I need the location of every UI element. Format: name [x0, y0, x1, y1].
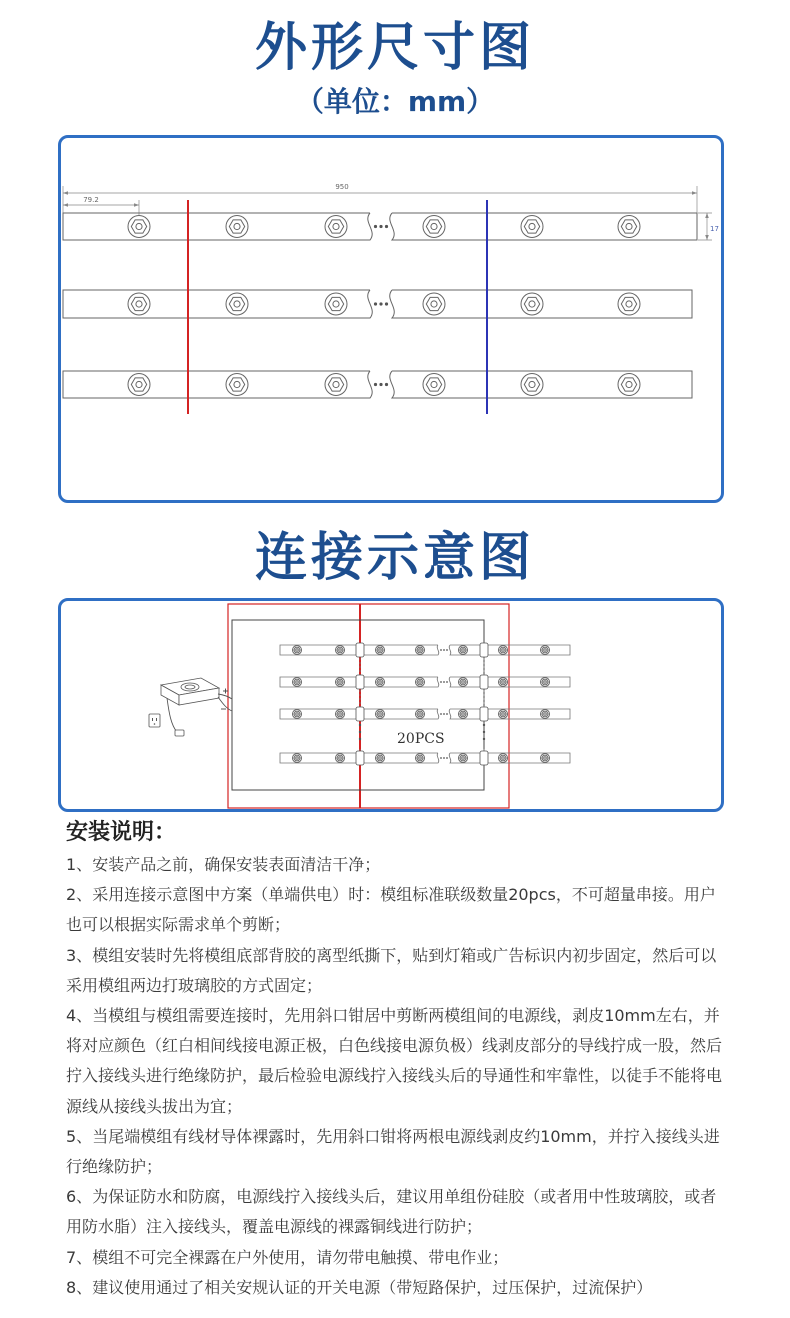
dimension-label-height: 17	[710, 225, 719, 233]
instruction-item	[66, 850, 722, 880]
led-module	[459, 710, 468, 719]
continuation-dot	[483, 738, 485, 740]
instruction-text: 建议使用通过了相关安规认证的开关电源（带短路保护，过压保护，过流保护）	[92, 1277, 653, 1297]
break-dot	[440, 757, 442, 759]
break-dot	[440, 713, 442, 715]
led-module	[293, 678, 302, 687]
connection-row-3	[280, 707, 570, 721]
instructions-list	[66, 850, 722, 1303]
led-module	[499, 710, 508, 719]
led-module	[423, 374, 445, 396]
break-dot	[379, 225, 382, 228]
led-module	[521, 216, 543, 238]
light-bar-outline	[63, 371, 692, 398]
led-module	[336, 710, 345, 719]
connector-node	[356, 643, 364, 657]
connector-node	[480, 643, 488, 657]
dimension-label-length: 950	[335, 183, 349, 191]
led-module	[226, 374, 248, 396]
instruction-item	[66, 1273, 722, 1303]
led-module	[293, 754, 302, 763]
led-module	[541, 646, 550, 655]
led-module	[336, 754, 345, 763]
led-module	[541, 678, 550, 687]
instruction-text: 当模组与模组需要连接时，先用斜口钳居中剪断两模组间的电源线，剥皮10mm左右，并将对应颜色（红白相间线接电源正极，白色线接电源负极）线剥皮部分的导线拧成一股，然后拧入接线头进行绝缘防护，最后检验电源线拧入接线头后的导通性和牢靠性，以徒手不能将电源线从接线头拔出为宜；	[66, 1006, 723, 1116]
continuation-dot	[483, 731, 485, 733]
led-module	[336, 646, 345, 655]
led-module	[226, 216, 248, 238]
instruction-number: 8、	[66, 1277, 93, 1297]
led-module	[293, 710, 302, 719]
break-dot	[440, 681, 442, 683]
wall-socket-ground	[154, 723, 156, 725]
instruction-text: 模组不可完全裸露在户外使用，请勿带电触摸、带电作业；	[92, 1247, 509, 1267]
red-boundary-frame	[228, 604, 509, 808]
wall-socket	[149, 714, 160, 727]
led-module	[376, 710, 385, 719]
instruction-number: 5、	[66, 1126, 93, 1146]
break-dot	[379, 302, 382, 305]
led-module	[128, 293, 150, 315]
break-dot	[385, 302, 388, 305]
led-module	[226, 293, 248, 315]
instruction-text: 采用连接示意图中方案（单端供电）时：模组标准联级数量20pcs，不可超量串接。用户也可以根据实际需求单个剪断；	[66, 885, 716, 935]
instruction-text: 为保证防水和防腐，电源线拧入接线头后，建议用单组份硅胶（或者用中性玻璃胶，或者用防水脂）注入接线头，覆盖电源线的裸露铜线进行防护；	[66, 1187, 717, 1237]
dimension-arrow	[705, 235, 709, 240]
led-module	[499, 646, 508, 655]
led-module	[459, 646, 468, 655]
led-module	[325, 216, 347, 238]
connector-node	[356, 751, 364, 765]
connector-node	[480, 707, 488, 721]
continuation-dot	[359, 738, 361, 740]
led-module	[423, 293, 445, 315]
instruction-number: 4、	[66, 1006, 93, 1026]
dimensions-unit: （单位：mm）	[295, 85, 495, 118]
dimensions-title: 外形尺寸图	[254, 18, 535, 78]
break-dot	[379, 383, 382, 386]
break-dot	[446, 713, 448, 715]
dimensions-drawing-panel	[58, 135, 724, 503]
power-supply-fan-hub	[185, 685, 195, 689]
instruction-text: 模组安装时先将模组底部背胶的离型纸撕下，贴到灯箱或广告标识内初步固定，然后可以采用模组两边打玻璃胶的方式固定；	[66, 945, 717, 995]
break-dot	[440, 649, 442, 651]
dimension-arrow	[705, 213, 709, 218]
break-dot	[443, 681, 445, 683]
connector-node	[356, 675, 364, 689]
connector-node	[480, 751, 488, 765]
light-bar-2	[63, 290, 692, 318]
led-module	[293, 646, 302, 655]
continuation-dot	[359, 724, 361, 726]
break-dot	[443, 713, 445, 715]
led-module	[618, 293, 640, 315]
instruction-number: 2、	[66, 885, 93, 905]
break-dot	[374, 225, 377, 228]
instruction-number: 7、	[66, 1247, 93, 1267]
break-dot	[443, 757, 445, 759]
instruction-number: 1、	[66, 855, 93, 874]
instruction-item	[66, 1182, 722, 1242]
connection-row-4	[280, 751, 570, 765]
led-module	[416, 710, 425, 719]
led-module	[423, 216, 445, 238]
led-module	[541, 710, 550, 719]
dimension-arrow	[134, 203, 139, 207]
output-wire-positive	[218, 694, 232, 699]
led-module	[618, 374, 640, 396]
led-module	[541, 754, 550, 763]
break-dot	[385, 225, 388, 228]
instruction-item	[66, 1001, 722, 1122]
led-module	[416, 646, 425, 655]
led-module	[499, 678, 508, 687]
connection-row-2	[280, 675, 570, 689]
led-module	[459, 678, 468, 687]
led-module	[336, 678, 345, 687]
continuation-dot	[359, 731, 361, 733]
led-module	[376, 754, 385, 763]
dimension-arrow	[63, 191, 68, 195]
instructions-header: 安装说明：	[66, 820, 177, 845]
led-module	[128, 216, 150, 238]
break-dot	[446, 681, 448, 683]
power-supply	[149, 678, 232, 736]
connection-title: 连接示意图	[254, 528, 535, 588]
led-module	[416, 678, 425, 687]
light-bar-1	[63, 213, 697, 240]
dimension-arrow	[692, 191, 697, 195]
instruction-item	[66, 941, 722, 1001]
led-module	[416, 754, 425, 763]
break-dot	[446, 757, 448, 759]
continuation-dot	[483, 724, 485, 726]
dimension-arrow	[63, 203, 68, 207]
light-bar-3	[63, 371, 692, 398]
led-module	[521, 293, 543, 315]
instruction-number: 3、	[66, 945, 93, 965]
instruction-item	[66, 880, 722, 940]
connection-drawing-panel	[58, 598, 724, 812]
break-dot	[374, 302, 377, 305]
led-module	[618, 216, 640, 238]
ac-plug	[175, 730, 184, 736]
led-module	[325, 293, 347, 315]
light-bar-outline	[63, 290, 692, 318]
dimension-label-offset: 79.2	[83, 196, 99, 204]
connection-count-label: 20PCS	[397, 731, 445, 747]
led-module	[128, 374, 150, 396]
break-dot	[446, 649, 448, 651]
led-module	[499, 754, 508, 763]
break-dot	[374, 383, 377, 386]
instruction-number: 6、	[66, 1187, 93, 1207]
led-module	[459, 754, 468, 763]
led-module	[325, 374, 347, 396]
connector-node	[480, 675, 488, 689]
break-dot	[443, 649, 445, 651]
instruction-text: 安装产品之前，确保安装表面清洁干净；	[92, 855, 381, 874]
break-dot	[385, 383, 388, 386]
instruction-item	[66, 1122, 722, 1182]
led-module	[521, 374, 543, 396]
connection-drawing	[61, 601, 721, 809]
led-module	[376, 646, 385, 655]
instruction-text: 当尾端模组有线材导体裸露时，先用斜口钳将两根电源线剥皮约10mm，并拧入接线头进行绝缘防护；	[66, 1126, 720, 1177]
led-module	[376, 678, 385, 687]
instruction-item	[66, 1243, 722, 1273]
dimensions-drawing	[61, 138, 721, 500]
connection-row-1	[280, 643, 570, 657]
connector-node	[356, 707, 364, 721]
